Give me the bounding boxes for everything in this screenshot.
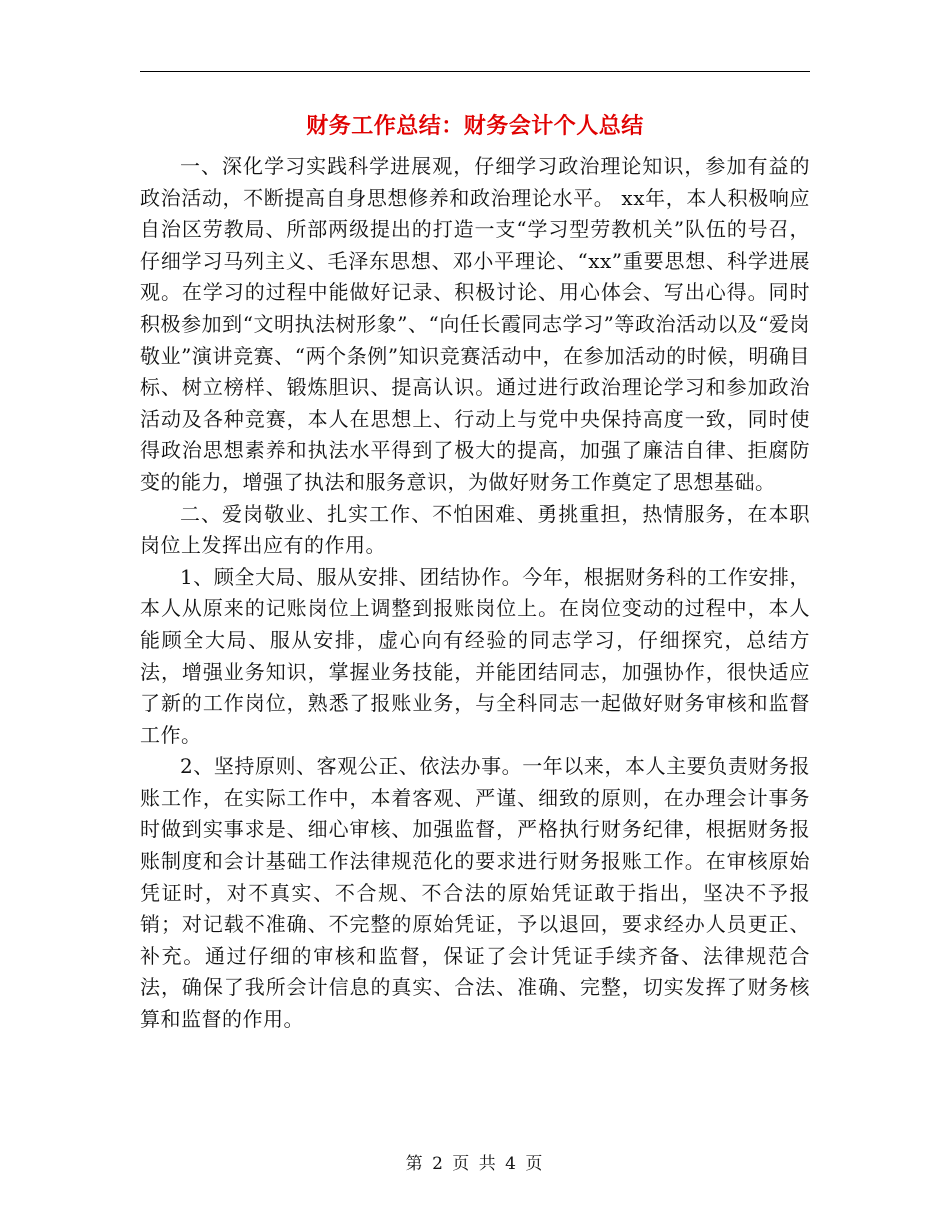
paragraph-3: 1、顾全大局、服从安排、团结协作。今年，根据财务科的工作安排，本人从原来的记账岗位上调整到报账岗位上。在岗位变动的过程中，本人能顾全大局、服从安排，虚心向有经验的同志学习，仔细探究，总结方法，增强业务知识，掌握业务技能，并能团结同志，加强协作，很快适应了新的工作岗位，熟悉了报账业务，与全科同志一起做好财务审核和监督工作。 xyxy=(140,564,810,747)
paragraph-4: 2、坚持原则、客观公正、依法办事。一年以来，本人主要负责财务报账工作，在实际工作中，本着客观、严谨、细致的原则，在办理会计事务时做到实事求是、细心审核、加强监督，严格执行财务纪律，根据财务报账制度和会计基础工作法律规范化的要求进行财务报账工作。在审核原始凭证时，对不真实、不合规、不合法的原始凭证敢于指出，坚决不予报销；对记载不准确、不完整的原始凭证，予以退回，要求经办人员更正、补充。通过仔细的审核和监督，保证了会计凭证手续齐备、法律规范合法，确保了我所会计信息的真实、合法、准确、完整，切实发挥了财务核算和监督的作用。 xyxy=(140,754,810,1032)
header-rule xyxy=(140,71,810,72)
document-title: 财务工作总结：财务会计个人总结 xyxy=(306,113,644,139)
paragraph-1: 一、深化学习实践科学进展观，仔细学习政治理论知识，参加有益的政治活动，不断提高自身思想修养和政治理论水平。 xx年，本人积极响应自治区劳教局、所部两级提出的打造一支“学习型劳教机关”队伍的号召，仔细学习马列主义、毛泽东思想、邓小平理论、“xx”重要思想、科学进展观。在学习的过程中能做好记录、积极讨论、用心体会、写出心得。同时积极参加到“文明执法树形象”、“向任长霞同志学习”等政治活动以及“爱岗敬业”演讲竞赛、“两个条例”知识竞赛活动中，在参加活动的时候，明确目标、树立榜样、锻炼胆识、提高认识。通过进行政治理论学习和参加政治活动及各种竞赛，本人在思想上、行动上与党中央保持高度一致，同时使得政治思想素养和执法水平得到了极大的提高，加强了廉洁自律、拒腐防变的能力，增强了执法和服务意识，为做好财务工作奠定了思想基础。 xyxy=(140,154,810,494)
paragraph-2: 二、爱岗敬业、扎实工作、不怕困难、勇挑重担，热情服务，在本职岗位上发挥出应有的作用。 xyxy=(140,501,810,558)
page-number: 第 2 页 共 4 页 xyxy=(405,1154,545,1174)
document-body xyxy=(140,151,810,1036)
